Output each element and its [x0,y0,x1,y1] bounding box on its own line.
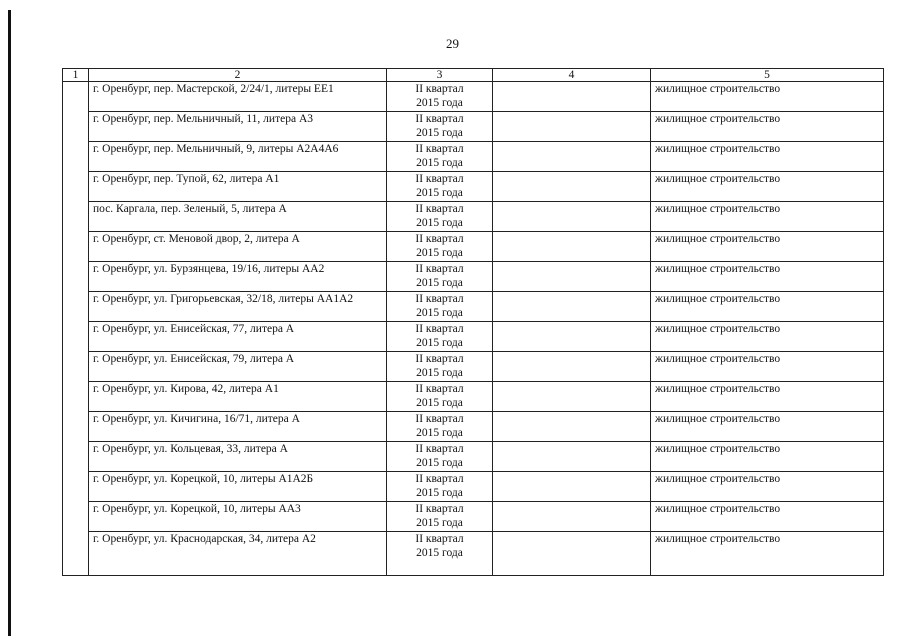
address-cell: г. Оренбург, пер. Тупой, 62, литера А1 [89,172,387,202]
quarter-label: II квартал [415,323,464,335]
address-cell: г. Оренбург, ул. Корецкой, 10, литеры А1А2Б [89,472,387,502]
col4-cell [493,232,651,262]
quarter-label: II квартал [415,173,464,185]
quarter-year: 2015 года [416,157,463,169]
quarter-year: 2015 года [416,217,463,229]
address-cell: г. Оренбург, пер. Мастерской, 2/24/1, литеры ЕЕ1 [89,82,387,112]
quarter-cell [387,502,493,532]
header-col-1: 1 [63,69,89,82]
address-cell: г. Оренбург, ст. Меновой двор, 2, литера А [89,232,387,262]
table-row [63,382,884,412]
quarter-year: 2015 года [416,97,463,109]
purpose-cell: жилищное строительство [651,292,884,322]
address-cell: г. Оренбург, ул. Енисейская, 79, литера А [89,352,387,382]
quarter-cell [387,112,493,142]
purpose-cell: жилищное строительство [651,232,884,262]
quarter-label: II квартал [415,443,464,455]
col4-cell [493,142,651,172]
table-row [63,262,884,292]
quarter-cell [387,292,493,322]
quarter-cell [387,202,493,232]
col4-cell [493,292,651,322]
col4-cell [493,322,651,352]
quarter-label: II квартал [415,143,464,155]
table-header-row [63,69,884,82]
col4-cell [493,532,651,576]
quarter-label: II квартал [415,353,464,365]
quarter-label: II квартал [415,413,464,425]
quarter-cell [387,82,493,112]
address-cell: г. Оренбург, пер. Мельничный, 9, литеры А2А4А6 [89,142,387,172]
quarter-year: 2015 года [416,367,463,379]
table-row [63,292,884,322]
address-cell: г. Оренбург, ул. Енисейская, 77, литера А [89,322,387,352]
col4-cell [493,502,651,532]
quarter-year: 2015 года [416,427,463,439]
quarter-label: II квартал [415,113,464,125]
quarter-cell [387,442,493,472]
purpose-cell: жилищное строительство [651,382,884,412]
quarter-cell [387,472,493,502]
purpose-cell: жилищное строительство [651,322,884,352]
address-cell: г. Оренбург, ул. Кичигина, 16/71, литера А [89,412,387,442]
col4-cell [493,262,651,292]
col4-cell [493,472,651,502]
table-row [63,202,884,232]
address-cell: г. Оренбург, ул. Кирова, 42, литера А1 [89,382,387,412]
address-cell: пос. Каргала, пер. Зеленый, 5, литера А [89,202,387,232]
quarter-cell [387,412,493,442]
table-row [63,322,884,352]
table-row [63,502,884,532]
table-row [63,352,884,382]
quarter-label: II квартал [415,473,464,485]
col1-merged-cell [63,82,89,576]
quarter-label: II квартал [415,503,464,515]
table-body [63,82,884,576]
quarter-year: 2015 года [416,457,463,469]
col4-cell [493,112,651,142]
quarter-label: II квартал [415,383,464,395]
quarter-cell [387,172,493,202]
quarter-year: 2015 года [416,307,463,319]
quarter-label: II квартал [415,83,464,95]
col4-cell [493,382,651,412]
address-cell: г. Оренбург, ул. Кольцевая, 33, литера А [89,442,387,472]
quarter-cell [387,322,493,352]
document-table [62,68,884,576]
page-edge-bar [8,10,11,636]
col4-cell [493,202,651,232]
quarter-label: II квартал [415,263,464,275]
quarter-label: II квартал [415,533,464,545]
quarter-cell [387,382,493,412]
table-row [63,172,884,202]
purpose-cell: жилищное строительство [651,262,884,292]
purpose-cell: жилищное строительство [651,502,884,532]
purpose-cell: жилищное строительство [651,412,884,442]
quarter-year: 2015 года [416,127,463,139]
address-cell: г. Оренбург, ул. Краснодарская, 34, литера А2 [89,532,387,576]
address-cell: г. Оренбург, ул. Григорьевская, 32/18, литеры АА1А2 [89,292,387,322]
quarter-year: 2015 года [416,397,463,409]
header-col-2: 2 [89,69,387,82]
purpose-cell: жилищное строительство [651,442,884,472]
table-row [63,442,884,472]
purpose-cell: жилищное строительство [651,172,884,202]
address-cell: г. Оренбург, ул. Корецкой, 10, литеры АА3 [89,502,387,532]
table-row [63,142,884,172]
quarter-year: 2015 года [416,337,463,349]
col4-cell [493,352,651,382]
purpose-cell: жилищное строительство [651,142,884,172]
quarter-year: 2015 года [416,277,463,289]
quarter-year: 2015 года [416,547,463,559]
purpose-cell: жилищное строительство [651,472,884,502]
table-row [63,232,884,262]
address-cell: г. Оренбург, ул. Бурзянцева, 19/16, литеры АА2 [89,262,387,292]
table-row [63,112,884,142]
quarter-label: II квартал [415,233,464,245]
table-row [63,472,884,502]
quarter-year: 2015 года [416,187,463,199]
table-row [63,82,884,112]
quarter-label: II квартал [415,203,464,215]
purpose-cell: жилищное строительство [651,82,884,112]
header-col-3: 3 [387,69,493,82]
address-cell: г. Оренбург, пер. Мельничный, 11, литера А3 [89,112,387,142]
col4-cell [493,172,651,202]
table-row [63,412,884,442]
header-col-5: 5 [651,69,884,82]
quarter-cell [387,532,493,576]
header-col-4: 4 [493,69,651,82]
quarter-year: 2015 года [416,247,463,259]
purpose-cell: жилищное строительство [651,112,884,142]
purpose-cell: жилищное строительство [651,202,884,232]
quarter-cell [387,142,493,172]
page-number: 29 [446,36,459,51]
col4-cell [493,412,651,442]
quarter-cell [387,262,493,292]
quarter-label: II квартал [415,293,464,305]
col4-cell [493,82,651,112]
quarter-cell [387,232,493,262]
col4-cell [493,442,651,472]
purpose-cell: жилищное строительство [651,532,884,576]
purpose-cell: жилищное строительство [651,352,884,382]
table-row [63,532,884,576]
quarter-cell [387,352,493,382]
quarter-year: 2015 года [416,517,463,529]
quarter-year: 2015 года [416,487,463,499]
